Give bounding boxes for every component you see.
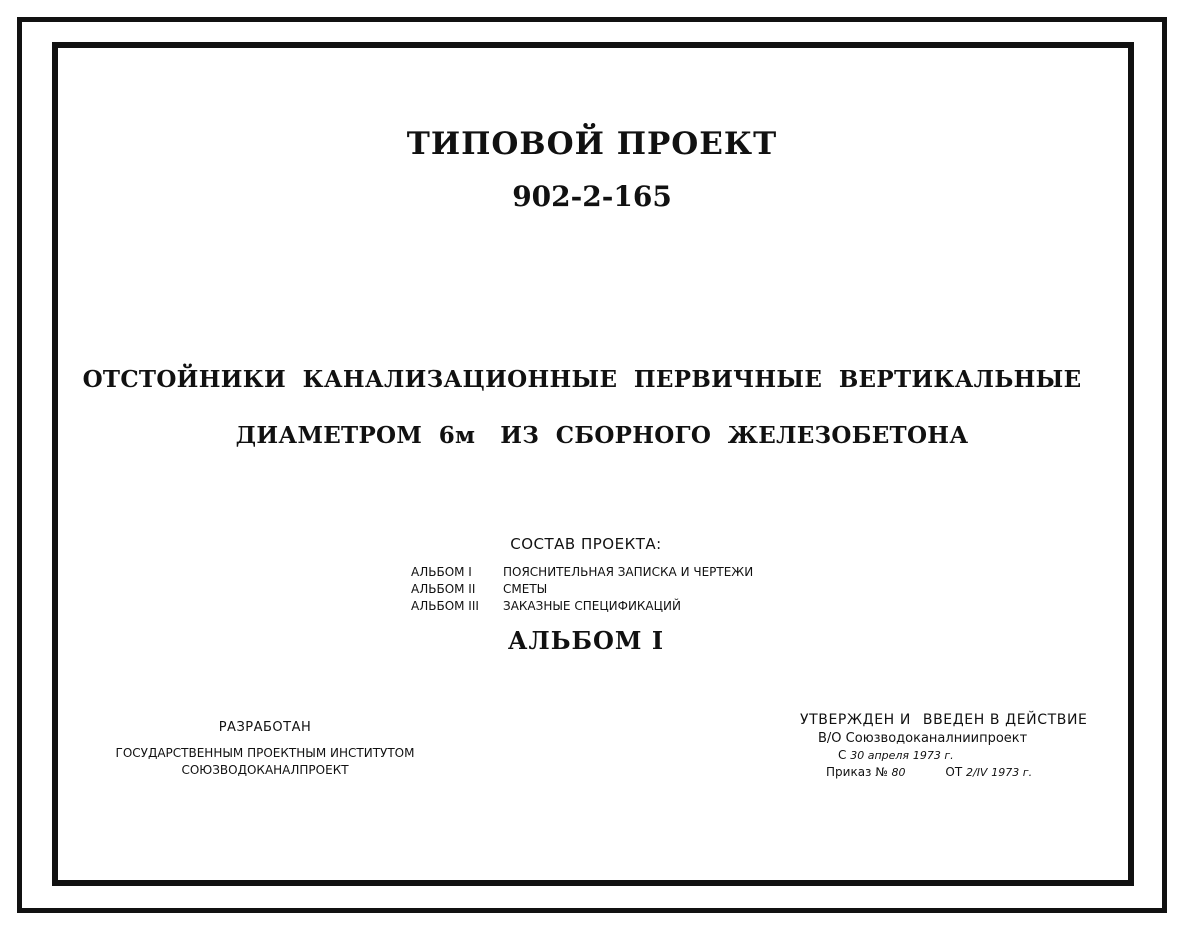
album-list-item — [411, 581, 753, 598]
approval-block — [800, 712, 1087, 779]
approval-organization: В/О Союзводоканалниипроект — [818, 731, 1028, 746]
composition-heading: СОСТАВ ПРОЕКТА: — [510, 535, 662, 553]
developer-label: РАЗРАБОТАН — [218, 720, 312, 735]
approval-from-year: 1973 г. — [912, 749, 954, 762]
order-number: 80 — [891, 766, 906, 779]
approval-from-prefix: С — [838, 748, 847, 762]
project-number: 902-2-165 — [512, 180, 672, 213]
album-content: ПОЯСНИТЕЛЬНАЯ ЗАПИСКА И ЧЕРТЕЖИ — [503, 565, 754, 579]
developer-organization: СОЮЗВОДОКАНАЛПРОЕКТ — [181, 763, 349, 777]
approval-title — [800, 712, 1087, 728]
approval-order — [800, 765, 1087, 779]
order-year: 1973 г. — [991, 766, 1033, 779]
album-list-item — [411, 564, 753, 581]
approval-from-date: 30 апреля — [850, 749, 910, 762]
document-type-title: ТИПОВОЙ ПРОЕКТ — [406, 126, 778, 162]
album-list-item — [411, 598, 753, 615]
album-content: ЗАКАЗНЫЕ СПЕЦИФИКАЦИЙ — [503, 599, 681, 613]
subject-title-line-2: ДИАМЕТРОМ 6м ИЗ СБОРНОГО ЖЕЛЕЗОБЕТОНА — [235, 422, 969, 449]
approval-title-part-2: ВВЕДЕН В ДЕЙСТВИЕ — [922, 712, 1088, 728]
album-number: АЛЬБОМ III — [411, 599, 479, 613]
order-prefix: Приказ № — [826, 765, 888, 779]
subject-title-line-1: ОТСТОЙНИКИ КАНАЛИЗАЦИОННЫЕ ПЕРВИЧНЫЕ ВЕРТИКАЛЬНЫЕ — [82, 366, 1082, 393]
album-number: АЛЬБОМ II — [411, 582, 476, 596]
approval-effective-date — [800, 748, 1087, 762]
developer-block — [100, 720, 430, 779]
approval-title-part-1: УТВЕРЖДЕН И — [800, 712, 911, 728]
album-number: АЛЬБОМ I — [411, 565, 472, 579]
order-date-prefix: ОТ — [945, 765, 963, 779]
current-album-title: АЛЬБОМ I — [507, 626, 665, 655]
developer-institute: ГОСУДАРСТВЕННЫМ ПРОЕКТНЫМ ИНСТИТУТОМ — [115, 746, 415, 760]
order-date: 2/IV — [965, 766, 988, 779]
album-content: СМЕТЫ — [503, 582, 548, 596]
album-list — [411, 564, 753, 615]
